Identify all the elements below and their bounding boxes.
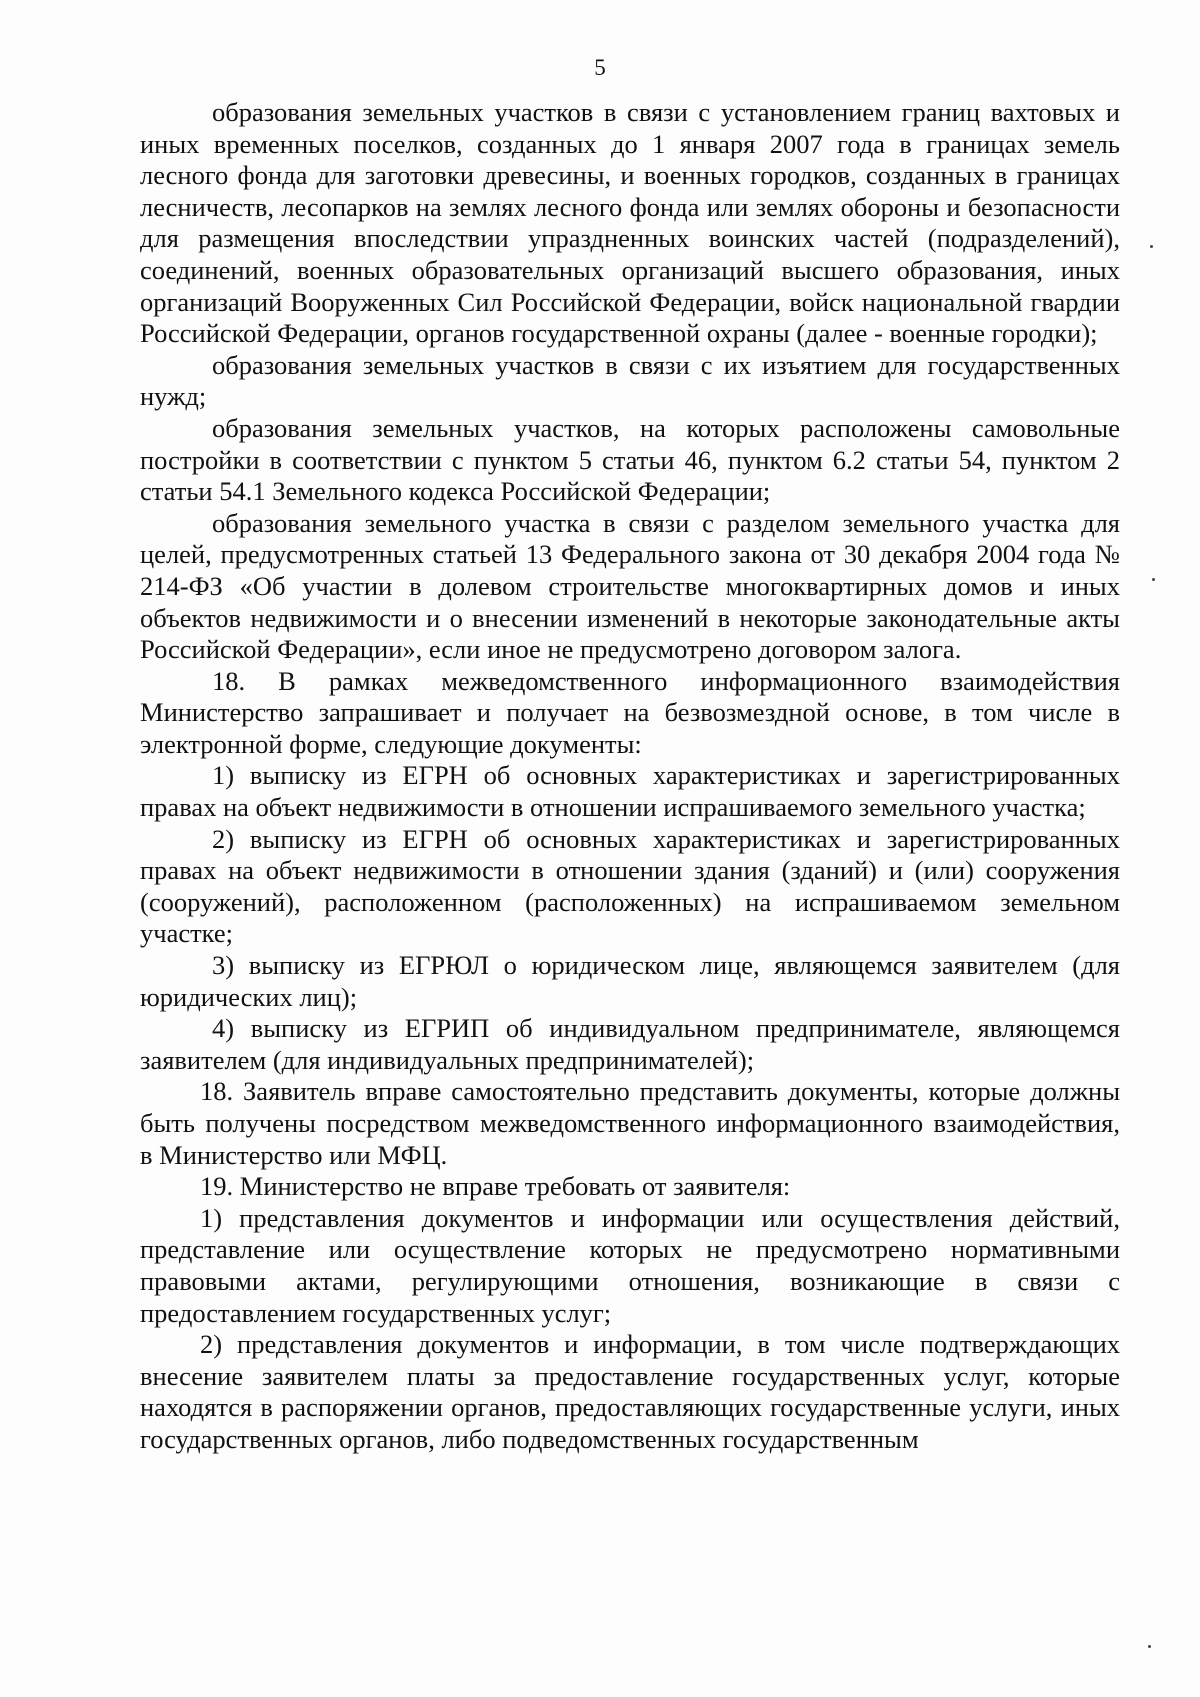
paragraph-unauthorized-buildings: образования земельных участков, на которых расположены самовольные постройки в соответствии с пунктом 5 статьи 46, пунктом 6.2 статьи 54, пунктом 2 статьи 54.1 Земельного кодекса Российской Федерации; — [140, 412, 1120, 507]
list-item-egrul: 3) выписку из ЕГРЮЛ о юридическом лице, являющемся заявителем (для юридических лиц); — [140, 950, 1120, 1012]
page-number: 5 — [594, 55, 606, 80]
paragraph-state-needs: образования земельных участков в связи с их изъятием для государственных нужд; — [140, 349, 1120, 412]
paragraph-item-18-interagency: 18. В рамках межведомственного информационного взаимодействия Министерство запрашивает и получает на безвозмездной основе, в том числе в электронной форме, следующие документы: — [140, 665, 1120, 759]
list-item-documents-in-possession: 2) представления документов и информации, в том числе подтверждающих внесение заявителем платы за предоставление государственных услуг, которые находятся в распоряжении органов, предоставляющих государственные услуги, иных государственных органов, либо подведомственных государственным — [140, 1329, 1120, 1454]
scan-speck — [1148, 1645, 1151, 1648]
paragraph-item-19: 19. Министерство не вправе требовать от заявителя: — [200, 1171, 791, 1202]
list-item-egrn-land: 1) выписку из ЕГРН об основных характеристиках и зарегистрированных правах на объект недвижимости в отношении испрашиваемого земельного участка; — [140, 760, 1120, 823]
paragraph-item-18-applicant: 18. Заявитель вправе самостоятельно представить документы, которые должны быть получены посредством межведомственного информационного взаимодействия, в Министерство или МФЦ. — [140, 1076, 1120, 1170]
scan-speck — [1150, 245, 1153, 248]
list-item-egrn-buildings: 2) выписку из ЕГРН об основных характеристиках и зарегистрированных правах на объект недвижимости в отношении здания (зданий) и (или) сооружения (сооружений), расположенном (расположенных) на испрашиваемом земельном участке; — [140, 823, 1120, 949]
paragraph-land-division: образования земельного участка в связи с разделом земельного участка для целей, предусмотренных статьей 13 Федерального закона от 30 декабря 2004 года № 214-ФЗ «Об участии в долевом строительстве многоквартирных домов и иных объектов недвижимости и о внесении изменений в некоторые законодательные акты Российской Федерации», если иное не предусмотрено договором залога. — [140, 507, 1120, 665]
scan-speck — [1152, 578, 1155, 581]
list-item-egrip: 4) выписку из ЕГРИП об индивидуальном предпринимателе, являющемся заявителем (для индивидуальных предпринимателей); — [140, 1013, 1120, 1075]
paragraph-military-towns: образования земельных участков в связи с установлением границ вахтовых и иных временных поселков, созданных до 1 января 2007 года в границах земель лесного фонда для заготовки древесины, и военных городков, созданных в границах лесничеств, лесопарков на землях лесного фонда или землях обороны и безопасности для размещения впоследствии упраздненных воинских частей (подразделений), соединений, военных образовательных организаций высшего образования, иных организаций Вооруженных Сил Российской Федерации, войск национальной гвардии Российской Федерации, органов государственной охраны (далее - военные городки); — [140, 97, 1120, 349]
list-item-documents-not-required: 1) представления документов и информации или осуществления действий, представление или осуществление которых не предусмотрено нормативными правовыми актами, регулирующими отношения, возникающие в связи с предоставлением государственных услуг; — [140, 1202, 1120, 1328]
document-body — [140, 97, 1120, 1456]
